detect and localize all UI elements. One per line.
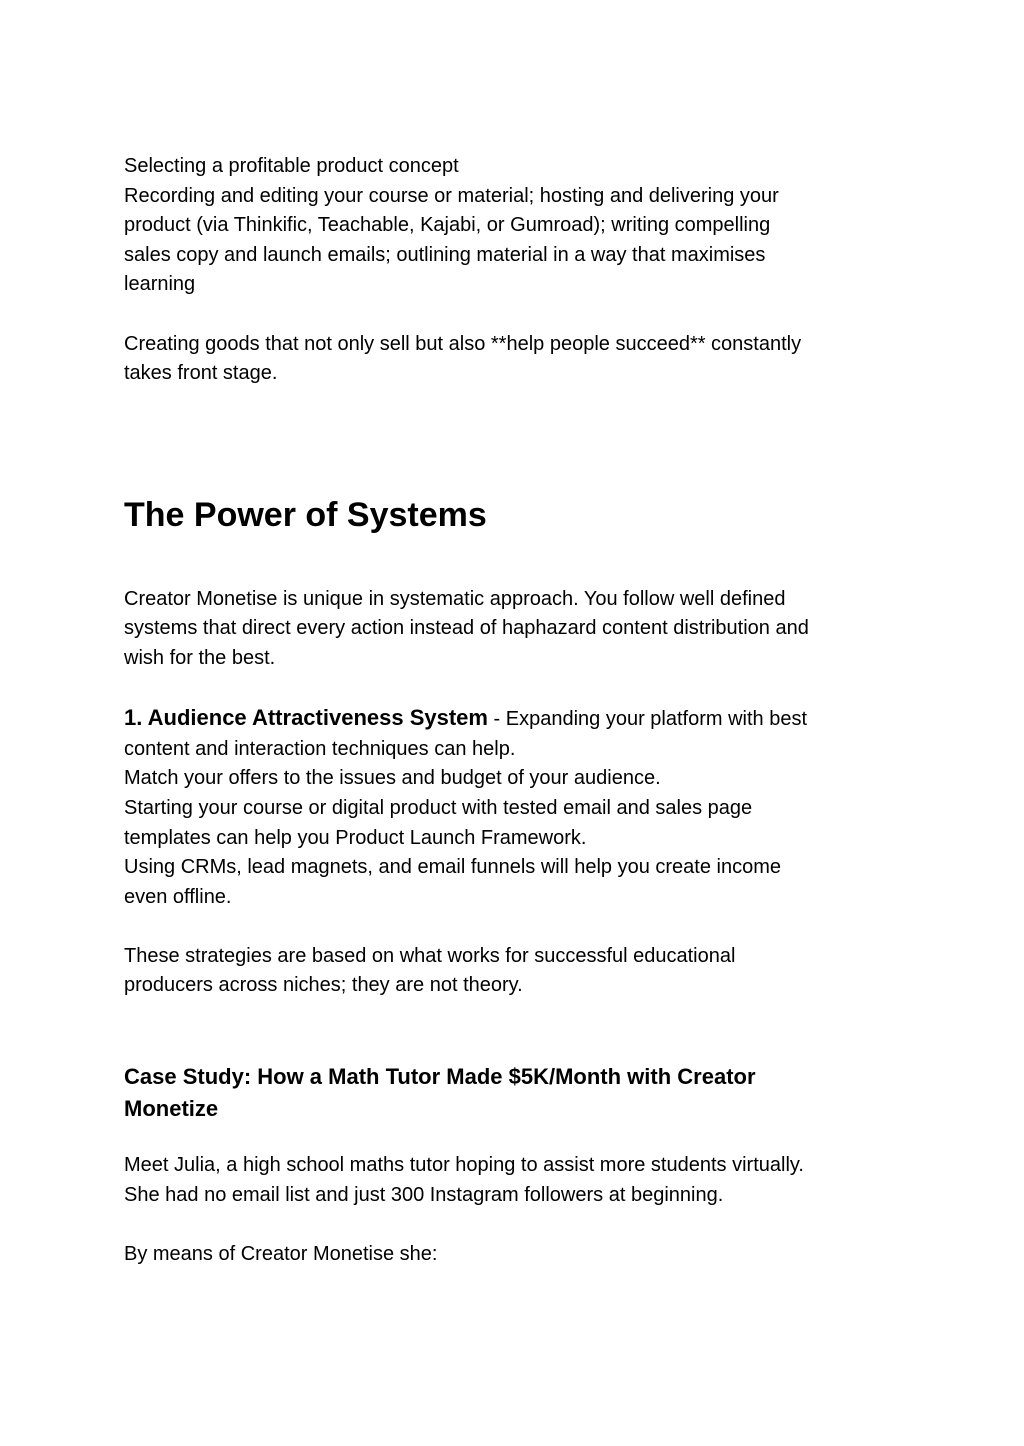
spacer [124,674,904,704]
spacer [124,535,904,585]
case-study-heading: Monetize [124,1096,219,1122]
intro-line: sales copy and launch emails; outlining material in a way that maximises [124,243,766,266]
spacer [124,1125,904,1151]
system-1-description: - Expanding your platform with best [487,708,808,731]
spacer [124,1001,904,1061]
spacer [124,389,904,495]
system-1-title: 1. Audience Attractiveness System [124,705,488,731]
system-line: Match your offers to the issues and budget of your audience. [124,767,661,790]
document-page [124,152,904,1269]
case-study-means-line: By means of Creator Monetise she: [124,1242,438,1265]
intro-line: learning [124,273,196,296]
system-line: content and interaction techniques can help. [124,737,516,760]
intro-line: Selecting a profitable product concept [124,155,459,177]
spacer [124,1210,904,1240]
systems-intro-line: wish for the best. [124,646,276,669]
system-line: Using CRMs, lead magnets, and email funnels will help you create income [124,856,781,879]
system-line: even offline. [124,885,232,908]
system-line: Starting your course or digital product with tested email and sales page [124,796,753,819]
systems-intro-line: Creator Monetise is unique in systematic approach. You follow well defined [124,587,786,610]
intro-line: Recording and editing your course or material; hosting and delivering your [124,184,779,207]
strategy-line: These strategies are based on what works for successful educational [124,944,736,967]
case-study-heading: Case Study: How a Math Tutor Made $5K/Month with Creator [124,1064,756,1090]
system-line: templates can help you Product Launch Framework. [124,826,587,849]
spacer [124,300,904,330]
case-study-intro-line: Meet Julia, a high school maths tutor hoping to assist more students virtually. [124,1154,804,1177]
systems-intro-line: systems that direct every action instead of haphazard content distribution and [124,617,809,640]
intro-closing-line: takes front stage. [124,362,278,385]
systems-heading: The Power of Systems [124,495,487,534]
intro-line: product (via Thinkific, Teachable, Kajabi, or Gumroad); writing compelling [124,214,771,237]
strategy-line: producers across niches; they are not theory. [124,974,523,997]
intro-closing-line: Creating goods that not only sell but also **help people succeed** constantly [124,332,802,355]
case-study-intro-line: She had no email list and just 300 Instagram followers at beginning. [124,1183,724,1206]
spacer [124,912,904,942]
system-1-line [124,703,904,735]
